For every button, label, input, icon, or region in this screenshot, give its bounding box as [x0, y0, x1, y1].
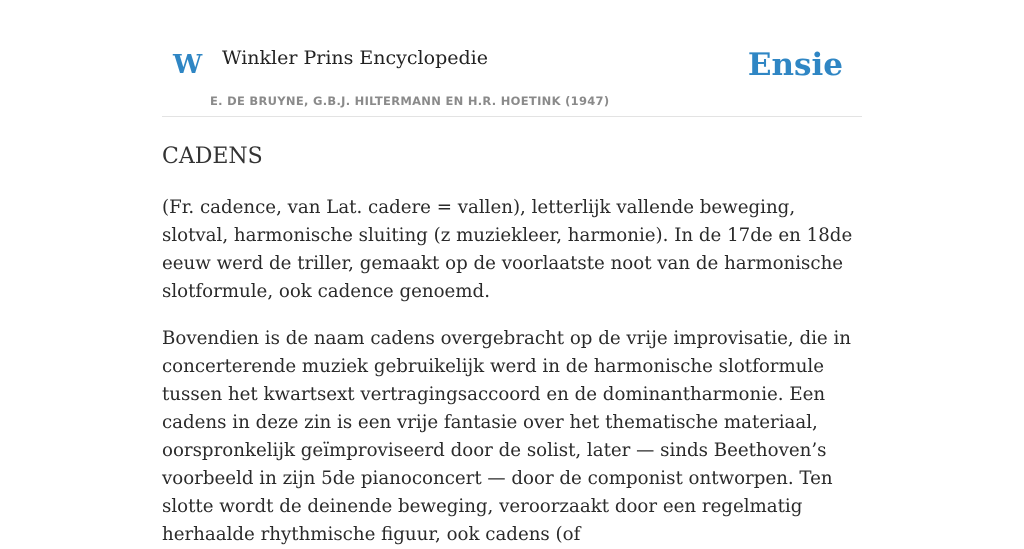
source-title[interactable]: Winkler Prins Encyclopedie [222, 47, 488, 69]
article-paragraph-1: (Fr. cadence, van Lat. cadere = vallen), letterlijk vallende beweging, slotval, harmonische sluiting (z muziekleer, harmonie). In de 17de en 18de eeuw werd de triller, gemaakt op de voorlaatste noot van de harmonische slotformule, ook cadence genoemd. [162, 197, 853, 302]
source-authors: E. DE BRUYNE, G.B.J. HILTERMANN EN H.R. HOETINK (1947) [210, 94, 610, 108]
article-title: CADENS [162, 144, 263, 169]
source-header [162, 0, 862, 117]
page-container [162, 0, 862, 549]
article-paragraph-2: Bovendien is de naam cadens overgebracht op de vrije improvisatie, die in concerterende muziek gebruikelijk werd in de harmonische slotformule tussen het kwartsext vertragingsaccoord en de dominantharmonie. Een cadens in deze zin is een vrije fantasie over het thematische materiaal, oorspronkelijk geïmproviseerd door de solist, later — sinds Beethoven’s voorbeeld in zijn 5de pianoconcert — door de componist ontworpen. Ten slotte wordt de deinende beweging, veroorzaakt door een regelmatig herhaalde rhythmische figuur, ook cadens (of [162, 328, 851, 545]
source-logo-icon[interactable]: W [173, 50, 203, 80]
ensie-logo[interactable]: Ensie [747, 47, 843, 83]
